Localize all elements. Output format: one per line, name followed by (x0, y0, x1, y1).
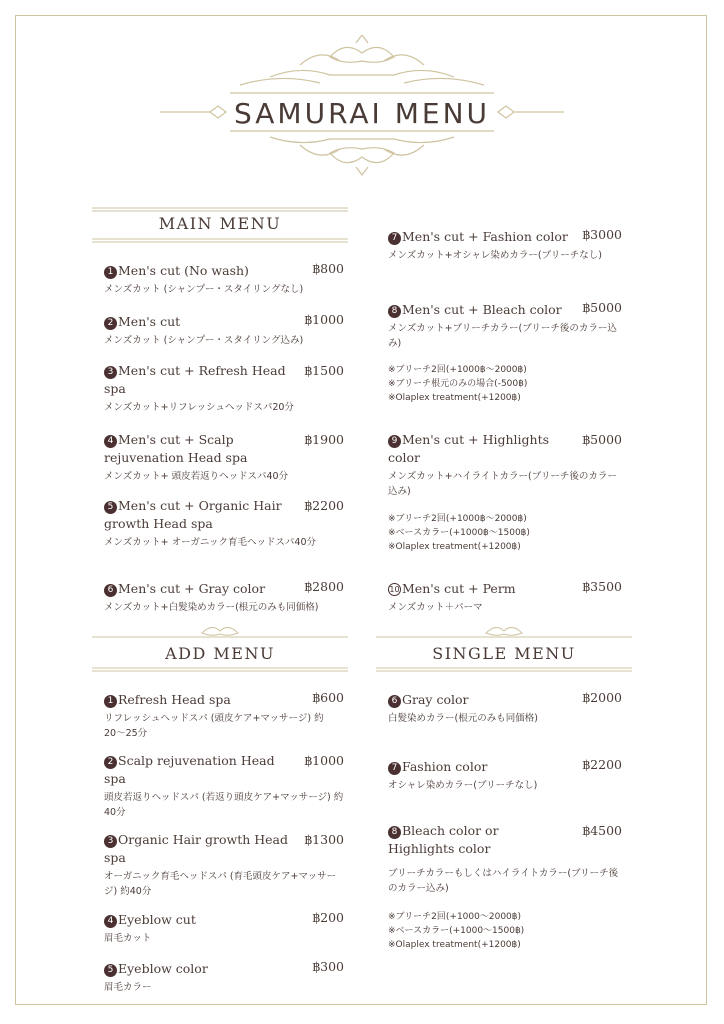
item-description: メンズカット+ハイライトカラー(ブリーチ後のカラー込み) (388, 471, 617, 497)
single-menu-heading (376, 623, 632, 663)
item-number-badge: 2 (104, 317, 117, 330)
item-price: ฿2200 (582, 757, 622, 772)
item-price: ฿200 (312, 910, 344, 925)
item-description: 頭皮若返りヘッドスパ (若返り頭皮ケア+マッサージ) 約40分 (104, 792, 344, 818)
item-price: ฿2000 (582, 690, 622, 705)
item-description: メンズカット (シャンプー・スタイリング込み) (104, 335, 304, 346)
menu-item-single-7 (388, 756, 622, 793)
menu-item-add-1 (104, 689, 344, 741)
item-name: Men's cut + Perm (402, 581, 516, 596)
menu-item-single-6 (388, 689, 622, 726)
item-name: Men's cut (118, 314, 181, 329)
menu-item-main-2 (104, 311, 344, 348)
section-title: ADD MENU (165, 644, 275, 663)
item-number-badge: 3 (104, 366, 117, 379)
menu-item-add-3 (104, 831, 344, 899)
item-name: Men's cut + Bleach color (402, 302, 562, 317)
item-number-badge: 5 (104, 964, 117, 977)
item-description: メンズカット＋パーマ (388, 602, 483, 613)
item-name: Fashion color (402, 759, 488, 774)
menu-item-main-6 (104, 578, 344, 615)
menu-item-main-9 (388, 431, 622, 499)
item-number-badge: 10 (389, 585, 400, 594)
title-block (0, 35, 724, 195)
single-notes (388, 910, 628, 952)
item-price: ฿1900 (304, 432, 344, 447)
item-price: ฿4500 (582, 823, 622, 838)
item-number-badge: 9 (388, 435, 401, 448)
menu-item-main-5 (104, 497, 344, 550)
item-name: Men's cut + Fashion color (402, 229, 568, 244)
item-name: Eyeblow color (118, 961, 208, 976)
item-number-badge: 4 (104, 435, 117, 448)
main-menu-heading (92, 205, 348, 245)
menu-item-main-4 (104, 431, 344, 484)
item-price: ฿5000 (582, 300, 622, 315)
add-menu-heading (92, 623, 348, 663)
item-price: ฿1300 (304, 832, 344, 847)
item-description: 眉毛カット (104, 933, 152, 944)
section-title: MAIN MENU (158, 214, 282, 233)
item-number-badge: 3 (104, 835, 117, 848)
note-line: ※Olaplex treatment(+1200฿) (388, 542, 521, 552)
item-name: Men's cut + Highlights color (388, 432, 550, 465)
item-name: Men's cut + Scalp rejuvenation Head spa (104, 432, 248, 465)
highlights-notes (388, 512, 628, 554)
item-description: ブリーチカラーもしくはハイライトカラー(ブリーチ後のカラー込み) (388, 868, 619, 894)
item-description: オーガニック育毛ヘッドスパ (育毛頭皮ケア+マッサージ) 約40分 (104, 871, 337, 897)
menu-item-add-2 (104, 752, 344, 820)
item-price: ฿2800 (304, 579, 344, 594)
menu-item-main-3 (104, 362, 344, 415)
item-number-badge: 7 (388, 232, 401, 245)
item-description: メンズカット+白髪染めカラー(根元のみも同価格) (104, 602, 319, 613)
note-line: ※ブリーチ2回(+1000฿〜2000฿) (388, 365, 527, 375)
note-line: ※Olaplex treatment(+1200฿) (388, 393, 521, 403)
menu-item-add-4 (104, 909, 344, 946)
menu-item-main-7 (388, 226, 622, 263)
menu-item-main-10 (388, 578, 622, 615)
note-line: ※ブリーチ2回(+1000〜2000฿) (388, 912, 522, 922)
item-number-badge: 4 (104, 915, 117, 928)
item-name: Eyeblow cut (118, 912, 196, 927)
item-price: ฿1000 (304, 312, 344, 327)
note-line: ※ブリーチ根元のみの場合(-500฿) (388, 379, 528, 389)
item-description: メンズカット+ 頭皮若返りヘッドスパ40分 (104, 471, 289, 482)
item-number-badge: 7 (388, 762, 401, 775)
item-number-badge: 8 (388, 826, 401, 839)
item-name: Gray color (402, 692, 469, 707)
menu-item-main-1 (104, 260, 344, 297)
item-description: メンズカット (シャンプー・スタイリングなし) (104, 284, 304, 295)
page-title: SAMURAI MENU (233, 97, 491, 130)
item-description: 眉毛カラー (104, 982, 152, 993)
item-price: ฿3500 (582, 579, 622, 594)
item-number-badge: 8 (388, 305, 401, 318)
menu-item-add-5 (104, 958, 344, 995)
item-number-badge: 1 (104, 695, 117, 708)
menu-item-single-8 (388, 822, 622, 896)
note-line: ※ベースカラー(+1000〜1500฿) (388, 926, 525, 936)
item-number-badge: 6 (104, 584, 117, 597)
menu-item-main-8 (388, 299, 622, 351)
note-line: ※ベースカラー(+1000฿〜1500฿) (388, 528, 530, 538)
item-number-badge: 2 (104, 756, 117, 769)
item-name: Men's cut + Refresh Head spa (104, 363, 286, 396)
item-name: Men's cut (No wash) (118, 263, 249, 278)
item-price: ฿1500 (304, 363, 344, 378)
item-description: メンズカット+ブリーチカラー(ブリーチ後のカラー込み) (388, 323, 617, 349)
item-price: ฿300 (312, 959, 344, 974)
bleach-notes (388, 363, 628, 405)
item-description: 白髪染めカラー(根元のみも同価格) (388, 713, 538, 724)
item-number-badge: 6 (388, 695, 401, 708)
item-price: ฿800 (312, 261, 344, 276)
item-description: メンズカット+ オーガニック育毛ヘッドスパ40分 (104, 537, 317, 548)
item-price: ฿3000 (582, 227, 622, 242)
item-name: Scalp rejuvenation Head spa (104, 753, 275, 786)
item-name: Refresh Head spa (118, 692, 231, 707)
item-description: リフレッシュヘッドスパ (頭皮ケア+マッサージ) 約20〜25分 (104, 713, 324, 739)
item-price: ฿2200 (304, 498, 344, 513)
item-number-badge: 5 (104, 501, 117, 514)
note-line: ※ブリーチ2回(+1000฿〜2000฿) (388, 514, 527, 524)
note-line: ※Olaplex treatment(+1200฿) (388, 940, 521, 950)
item-price: ฿1000 (304, 753, 344, 768)
item-price: ฿600 (312, 690, 344, 705)
item-name: Men's cut + Gray color (118, 581, 266, 596)
item-name: Organic Hair growth Head spa (104, 832, 289, 865)
item-description: オシャレ染めカラー(ブリーチなし) (388, 780, 538, 791)
section-title: SINGLE MENU (432, 644, 576, 663)
item-number-badge: 1 (104, 266, 117, 279)
item-name: Men's cut + Organic Hair growth Head spa (104, 498, 282, 531)
item-price: ฿5000 (582, 432, 622, 447)
item-description: メンズカット+オシャレ染めカラー(ブリーチなし) (388, 250, 602, 261)
item-name: Bleach color or Highlights color (388, 823, 499, 856)
item-description: メンズカット+リフレッシュヘッドスパ20分 (104, 402, 294, 413)
